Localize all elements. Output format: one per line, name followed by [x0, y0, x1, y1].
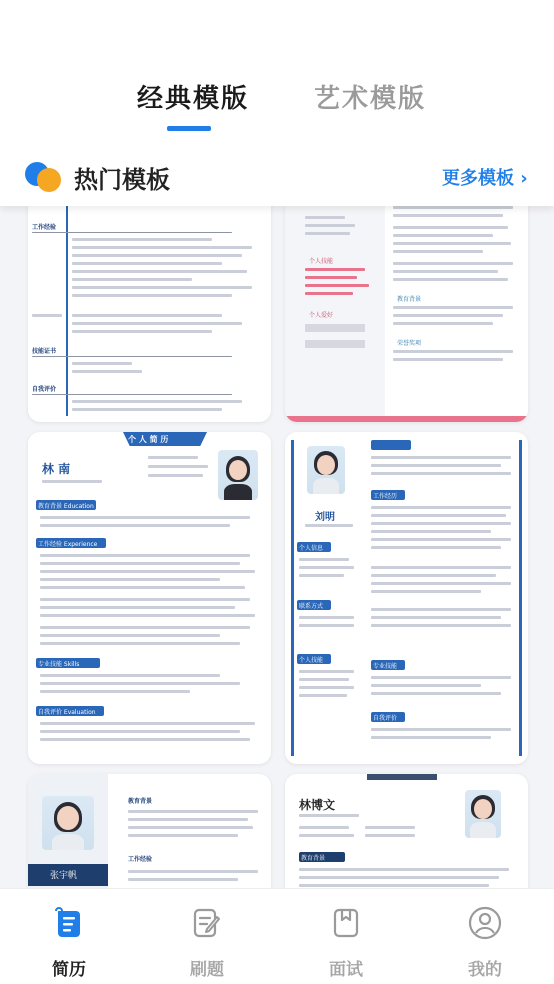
- tab-classic-templates[interactable]: 经典模版: [137, 84, 250, 114]
- more-templates-link[interactable]: 更多模板 ›: [442, 168, 528, 189]
- resume-section-label: 自我评价 Evaluation: [38, 709, 96, 716]
- template-card[interactable]: [28, 206, 271, 422]
- profile-icon: [467, 905, 503, 941]
- nav-label-practice: 刷题: [190, 960, 224, 980]
- avatar: [218, 450, 258, 500]
- active-tab-indicator: [167, 126, 211, 131]
- nav-item-profile[interactable]: [416, 889, 554, 984]
- resume-name: 林 南: [42, 462, 71, 476]
- avatar: [307, 446, 345, 494]
- resume-section-label: 教育背景: [301, 855, 326, 862]
- resume-section-label: 联系方式: [299, 603, 324, 610]
- resume-section-label: 技能证书: [32, 348, 57, 355]
- template-grid[interactable]: [0, 206, 554, 888]
- resume-name: 刘明: [315, 512, 335, 523]
- interview-icon: [328, 905, 364, 941]
- nav-label-profile: 我的: [468, 960, 502, 980]
- nav-item-resume[interactable]: [0, 889, 138, 984]
- resume-section-label: 工作经验: [32, 224, 57, 231]
- resume-section-label: 工作经历: [373, 493, 398, 500]
- template-card[interactable]: [285, 206, 528, 422]
- template-card[interactable]: [28, 432, 271, 764]
- resume-section-label: 教育背景: [128, 798, 153, 805]
- timeline-rule: [66, 206, 68, 416]
- bottom-nav: [0, 888, 554, 984]
- resume-section-label: 个人技能: [299, 657, 324, 664]
- template-tabs: [0, 0, 554, 150]
- resume-section-label: 教育背景 Education: [38, 503, 94, 510]
- resume-icon: [51, 905, 87, 941]
- section-logo-icon-accent: [37, 168, 61, 192]
- avatar: [42, 796, 94, 850]
- nav-item-interview[interactable]: [277, 889, 415, 984]
- template-card[interactable]: [285, 774, 528, 888]
- resume-section-label: 工作经验 Experience: [38, 541, 98, 548]
- resume-section-label: 专业技能 Skills: [38, 661, 80, 668]
- resume-header: 个 人 简 历: [128, 435, 169, 444]
- resume-section-label: 个人技能: [309, 258, 334, 265]
- nav-label-resume: 简历: [52, 960, 86, 980]
- tab-art-templates[interactable]: 艺术模版: [314, 84, 427, 114]
- section-title: 热门模板: [74, 166, 170, 194]
- resume-section-label: 自我评价: [32, 386, 57, 393]
- nav-item-practice[interactable]: [138, 889, 276, 984]
- resume-section-label: 专业技能: [373, 663, 398, 670]
- practice-icon: [189, 905, 225, 941]
- resume-name: 林博文: [299, 798, 336, 812]
- nav-label-interview: 面试: [329, 960, 363, 980]
- resume-section-label: 工作经验: [128, 856, 153, 863]
- avatar: [465, 790, 501, 838]
- resume-name: 张宇帆: [50, 871, 78, 881]
- resume-section-label: 个人爱好: [309, 312, 334, 319]
- template-card[interactable]: [28, 774, 271, 888]
- resume-section-label: 教育背景: [397, 296, 422, 303]
- template-card[interactable]: [285, 432, 528, 764]
- resume-section-label: 荣誉奖项: [397, 340, 422, 347]
- resume-section-label: 个人信息: [299, 545, 324, 552]
- resume-section-label: 自我评价: [373, 715, 398, 722]
